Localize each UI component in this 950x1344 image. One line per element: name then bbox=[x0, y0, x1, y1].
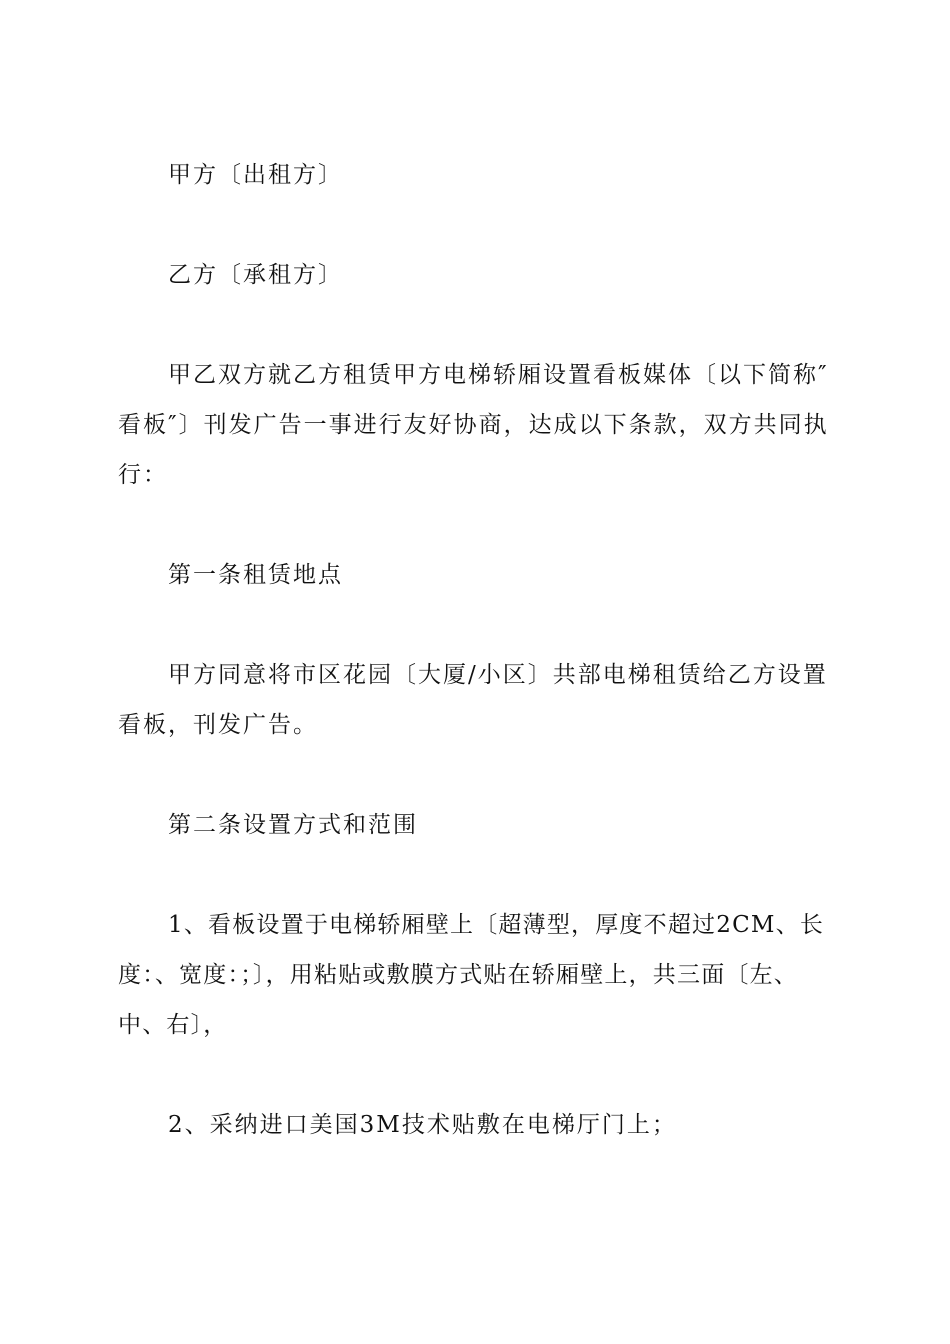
party-a-line: 甲方〔出租方〕 bbox=[168, 162, 343, 188]
article-1-body: 甲方同意将市区花园〔大厦/小区〕共部电梯租赁给乙方设置看板，刊发广告。 bbox=[118, 662, 828, 738]
article-2-item-1: 1、看板设置于电梯轿厢壁上〔超薄型，厚度不超过2CM、长度：、宽度：；〕，用粘贴或敷膜方式贴在轿厢壁上，共三面〔左、中、右〕， bbox=[118, 912, 825, 1038]
article-2-heading: 第二条设置方式和范围 bbox=[168, 812, 418, 838]
party-b-line: 乙方〔承租方〕 bbox=[168, 262, 343, 288]
article-1-heading: 第一条租赁地点 bbox=[168, 562, 343, 588]
article-2-item-2: 2、采纳进口美国3M技术贴敷在电梯厅门上； bbox=[168, 1112, 677, 1138]
preamble-paragraph: 甲乙双方就乙方租赁甲方电梯轿厢设置看板媒体〔以下简称″看板″〕刊发广告一事进行友好协商，达成以下条款，双方共同执行： bbox=[118, 362, 829, 488]
